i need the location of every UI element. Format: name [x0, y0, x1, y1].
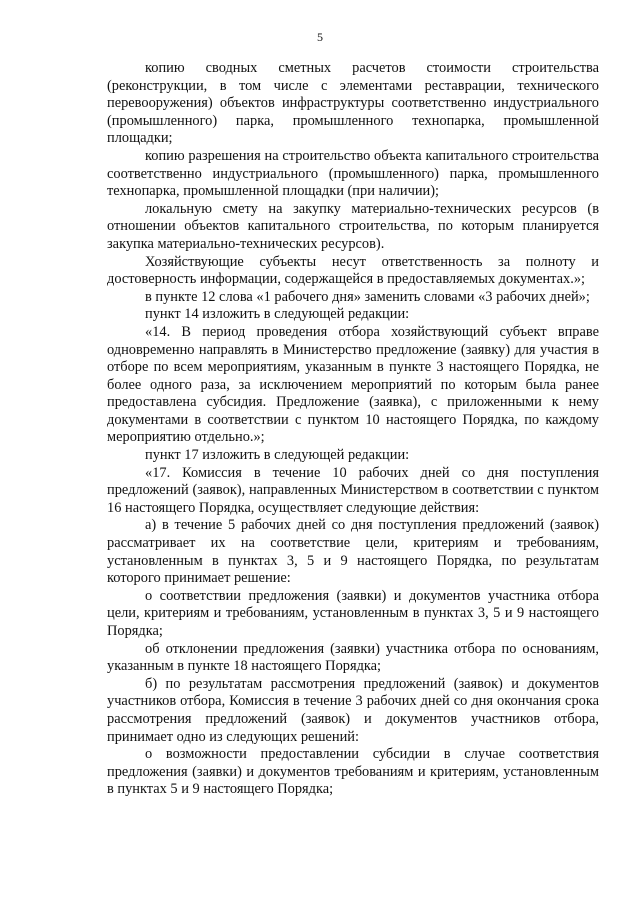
paragraph: Хозяйствующие субъекты несут ответственность за полноту и достоверность информации, содержащейся в предоставляемых документах.»; — [107, 253, 599, 288]
paragraph: пункт 14 изложить в следующей редакции: — [145, 306, 410, 323]
paragraph: об отклонении предложения (заявки) участника отбора по основаниям, указанным в пункте 18 настоящего Порядка; — [107, 640, 599, 675]
paragraph: о соответствии предложения (заявки) и документов участника отбора цели, критериям и требованиям, установленным в пунктах 3, 5 и 9 настоящего Порядка; — [107, 587, 599, 639]
paragraph: а) в течение 5 рабочих дней со дня поступления предложений (заявок) рассматривает их на соответствие цели, критериям и требованиям, установленным в пунктах 3, 5 и 9 настоящего Порядка, по результатам которого принимает решение: — [107, 517, 599, 587]
paragraph: копию разрешения на строительство объекта капитального строительства соответственно индустриального (промышленного) парка, промышленного технопарка, промышленной площадки (при наличии); — [107, 147, 599, 200]
document-body — [107, 60, 599, 799]
page-number: 5 — [317, 30, 323, 44]
paragraph: б) по результатам рассмотрения предложений (заявок) и документов участников отбора, Комиссия в течение 3 рабочих дней со дня окончания срока рассмотрения предложений (заявок) и документов участников отбора, принимает одно из следующих решений: — [107, 675, 599, 745]
paragraph: о возможности предоставлении субсидии в случае соответствия предложения (заявки) и документов требованиям и критериям, установленным в пунктах 5 и 9 настоящего Порядка; — [107, 746, 599, 798]
paragraph: «14. В период проведения отбора хозяйствующий субъект вправе одновременно направлять в Министерство предложение (заявку) для участия в отборе по всем мероприятиям, указанным в пункте 3 настоящего Порядка, не более одного раза, за исключением мероприятий по которым была ранее предоставлена субсидия. Предложение (заявка), с приложенными к нему документами в соответствии с пунктом 10 настоящего Порядка, по каждому мероприятию отдельно.»; — [107, 323, 599, 446]
paragraph: «17. Комиссия в течение 10 рабочих дней со дня поступления предложений (заявок), направленных Министерством в соответствии с пунктом 16 настоящего Порядка, осуществляет следующие действия: — [107, 464, 599, 516]
paragraph: копию сводных сметных расчетов стоимости строительства (реконструкции, в том числе с элементами реставрации, технического перевооружения) объектов инфраструктуры соответственно индустриального (промышленного) парка, промышленного технопарка, промышленной площадки; — [107, 60, 599, 147]
paragraph: в пункте 12 слова «1 рабочего дня» заменить словами «3 рабочих дней»; — [145, 288, 590, 305]
paragraph: локальную смету на закупку материально-технических ресурсов (в отношении объектов капитального строительства, по которым планируется закупка материально-технических ресурсов). — [107, 200, 599, 252]
paragraph: пункт 17 изложить в следующей редакции: — [145, 447, 410, 464]
